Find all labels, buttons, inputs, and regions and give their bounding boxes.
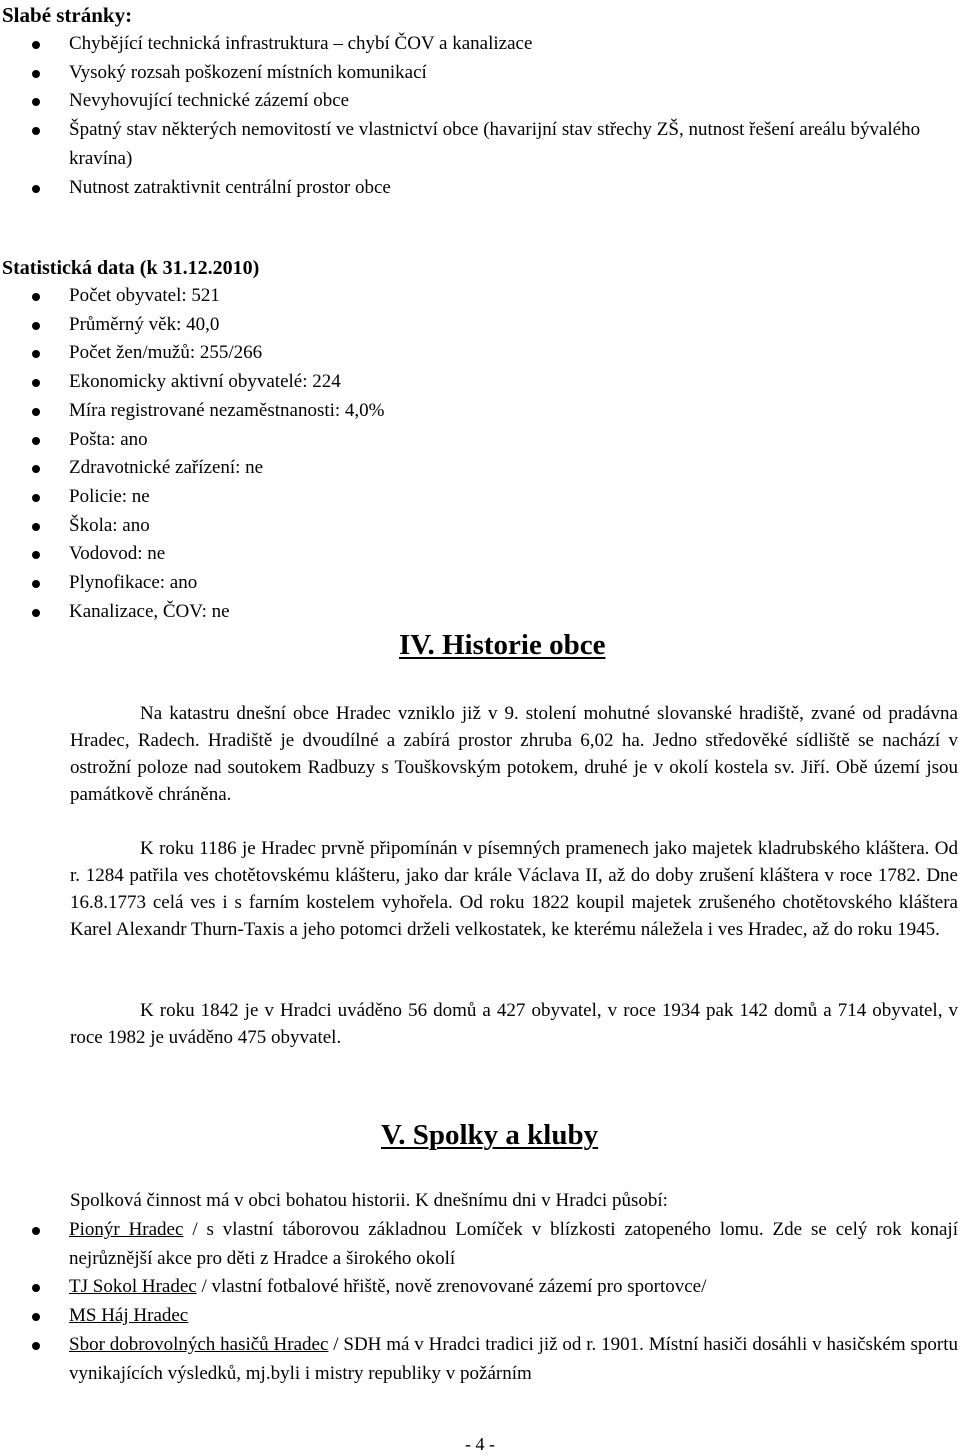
bullet-icon [32,408,40,416]
bullet-icon [32,293,40,301]
list-item: Chybějící technická infrastruktura – chybí ČOV a kanalizace [0,30,960,59]
list-item: Sbor dobrovolných hasičů Hradec / SDH má v Hradci tradici již od r. 1901. Místní hasiči dosáhli v hasičském sportu vynikajících výsledků, mj.byli i mistry republiky v požárním [0,1331,960,1388]
list-item [0,1302,960,1331]
clubs-title: V. Spolky a kluby [381,1119,599,1151]
list-item: Vodovod: ne [0,540,700,569]
history-paragraph: K roku 1842 je v Hradci uváděno 56 domů a 427 obyvatel, v roce 1934 pak 142 domů a 714 obyvatel, v roce 1982 je uváděno 475 obyvatel. [70,1000,958,1048]
bullet-icon [32,322,40,330]
bullet-icon [32,523,40,531]
club-name: Sbor dobrovolných hasičů Hradec [69,1333,329,1355]
bullet-icon [32,1284,40,1292]
list-item: Policie: ne [0,483,700,512]
bullet-icon [32,185,40,193]
list-item: Ekonomicky aktivní obyvatelé: 224 [0,368,700,397]
list-item: Počet žen/mužů: 255/266 [0,339,700,368]
bullet-icon [32,70,40,78]
list-item: Vysoký rozsah poškození místních komunikací [0,59,960,88]
history-paragraph: Na katastru dnešní obce Hradec vzniklo již v 9. stolení mohutné slovanské hradiště, zvané od pradávna Hradec, Radech. Hradiště je dvoudílné a zabírá prostor zhruba 6,02 ha. Jedno středověké sídliště se nachází v ostrožní poloze nad soutokem Radbuzy s Touškovským potokem, druhé je v okolí kostela sv. Jiří. Obě území jsou památkově chráněna. [70,703,958,805]
page-number: - 4 - [465,1434,495,1454]
list-item: Zdravotnické zařízení: ne [0,454,700,483]
list-item: Nevyhovující technické zázemí obce [0,87,960,116]
list-item: Míra registrované nezaměstnanosti: 4,0% [0,397,700,426]
history-paragraph: K roku 1186 je Hradec prvně připomínán v písemných pramenech jako majetek kladrubského kláštera. Od r. 1284 patřila ves chotětovskému klášteru, jako dar krále Václava II, až do doby zrušení kláštera v roce 1782. Dne 16.8.1773 celá ves i s farním kostelem vyhořela. Od roku 1822 koupil majetek zrušeného chotětovského kláštera Karel Alexandr Thurn-Taxis a jeho potomci drželi velkostatek, ke kterému náležela i ves Hradec, až do roku 1945. [70,838,958,940]
club-name: Pionýr Hradec [69,1219,184,1240]
weaknesses-list [0,30,960,202]
history-title: IV. Historie obce [399,629,606,661]
clubs-intro: Spolková činnost má v obci bohatou historii. K dnešnímu dni v Hradci působí: [70,1190,668,1211]
bullet-icon [32,1313,40,1321]
list-item: Nutnost zatraktivnit centrální prostor obce [0,174,960,203]
bullet-icon [32,41,40,49]
statistics-list [0,282,700,626]
bullet-icon [32,98,40,106]
list-item: Průměrný věk: 40,0 [0,311,700,340]
list-item: Špatný stav některých nemovitostí ve vlastnictví obce (havarijní stav střechy ZŠ, nutnost řešení areálu bývalého kravína) [0,116,960,173]
bullet-icon [32,580,40,588]
bullet-icon [32,350,40,358]
bullet-icon [32,551,40,559]
bullet-icon [32,609,40,617]
list-item: Pošta: ano [0,426,700,455]
bullet-icon [32,127,40,135]
clubs-list [0,1216,960,1388]
list-item: Škola: ano [0,512,700,541]
club-name: MS Háj Hradec [69,1305,189,1327]
bullet-icon [32,1342,40,1350]
list-item: TJ Sokol Hradec / vlastní fotbalové hřiště, nově zrenovované zázemí pro sportovce/ [0,1273,960,1302]
list-item: Kanalizace, ČOV: ne [0,598,700,627]
list-item: Počet obyvatel: 521 [0,282,700,311]
bullet-icon [32,1227,40,1235]
bullet-icon [32,494,40,502]
statistics-heading: Statistická data (k 31.12.2010) [2,257,260,279]
weaknesses-heading: Slabé stránky: [2,3,133,27]
club-name: TJ Sokol Hradec [69,1276,197,1298]
list-item: Plynofikace: ano [0,569,700,598]
list-item: Pionýr Hradec / s vlastní táborovou základnou Lomíček v blízkosti zatopeného lomu. Zde se celý rok konají nejrůznější akce pro děti z Hradce a širokého okolí [0,1216,960,1273]
bullet-icon [32,437,40,445]
bullet-icon [32,379,40,387]
bullet-icon [32,465,40,473]
